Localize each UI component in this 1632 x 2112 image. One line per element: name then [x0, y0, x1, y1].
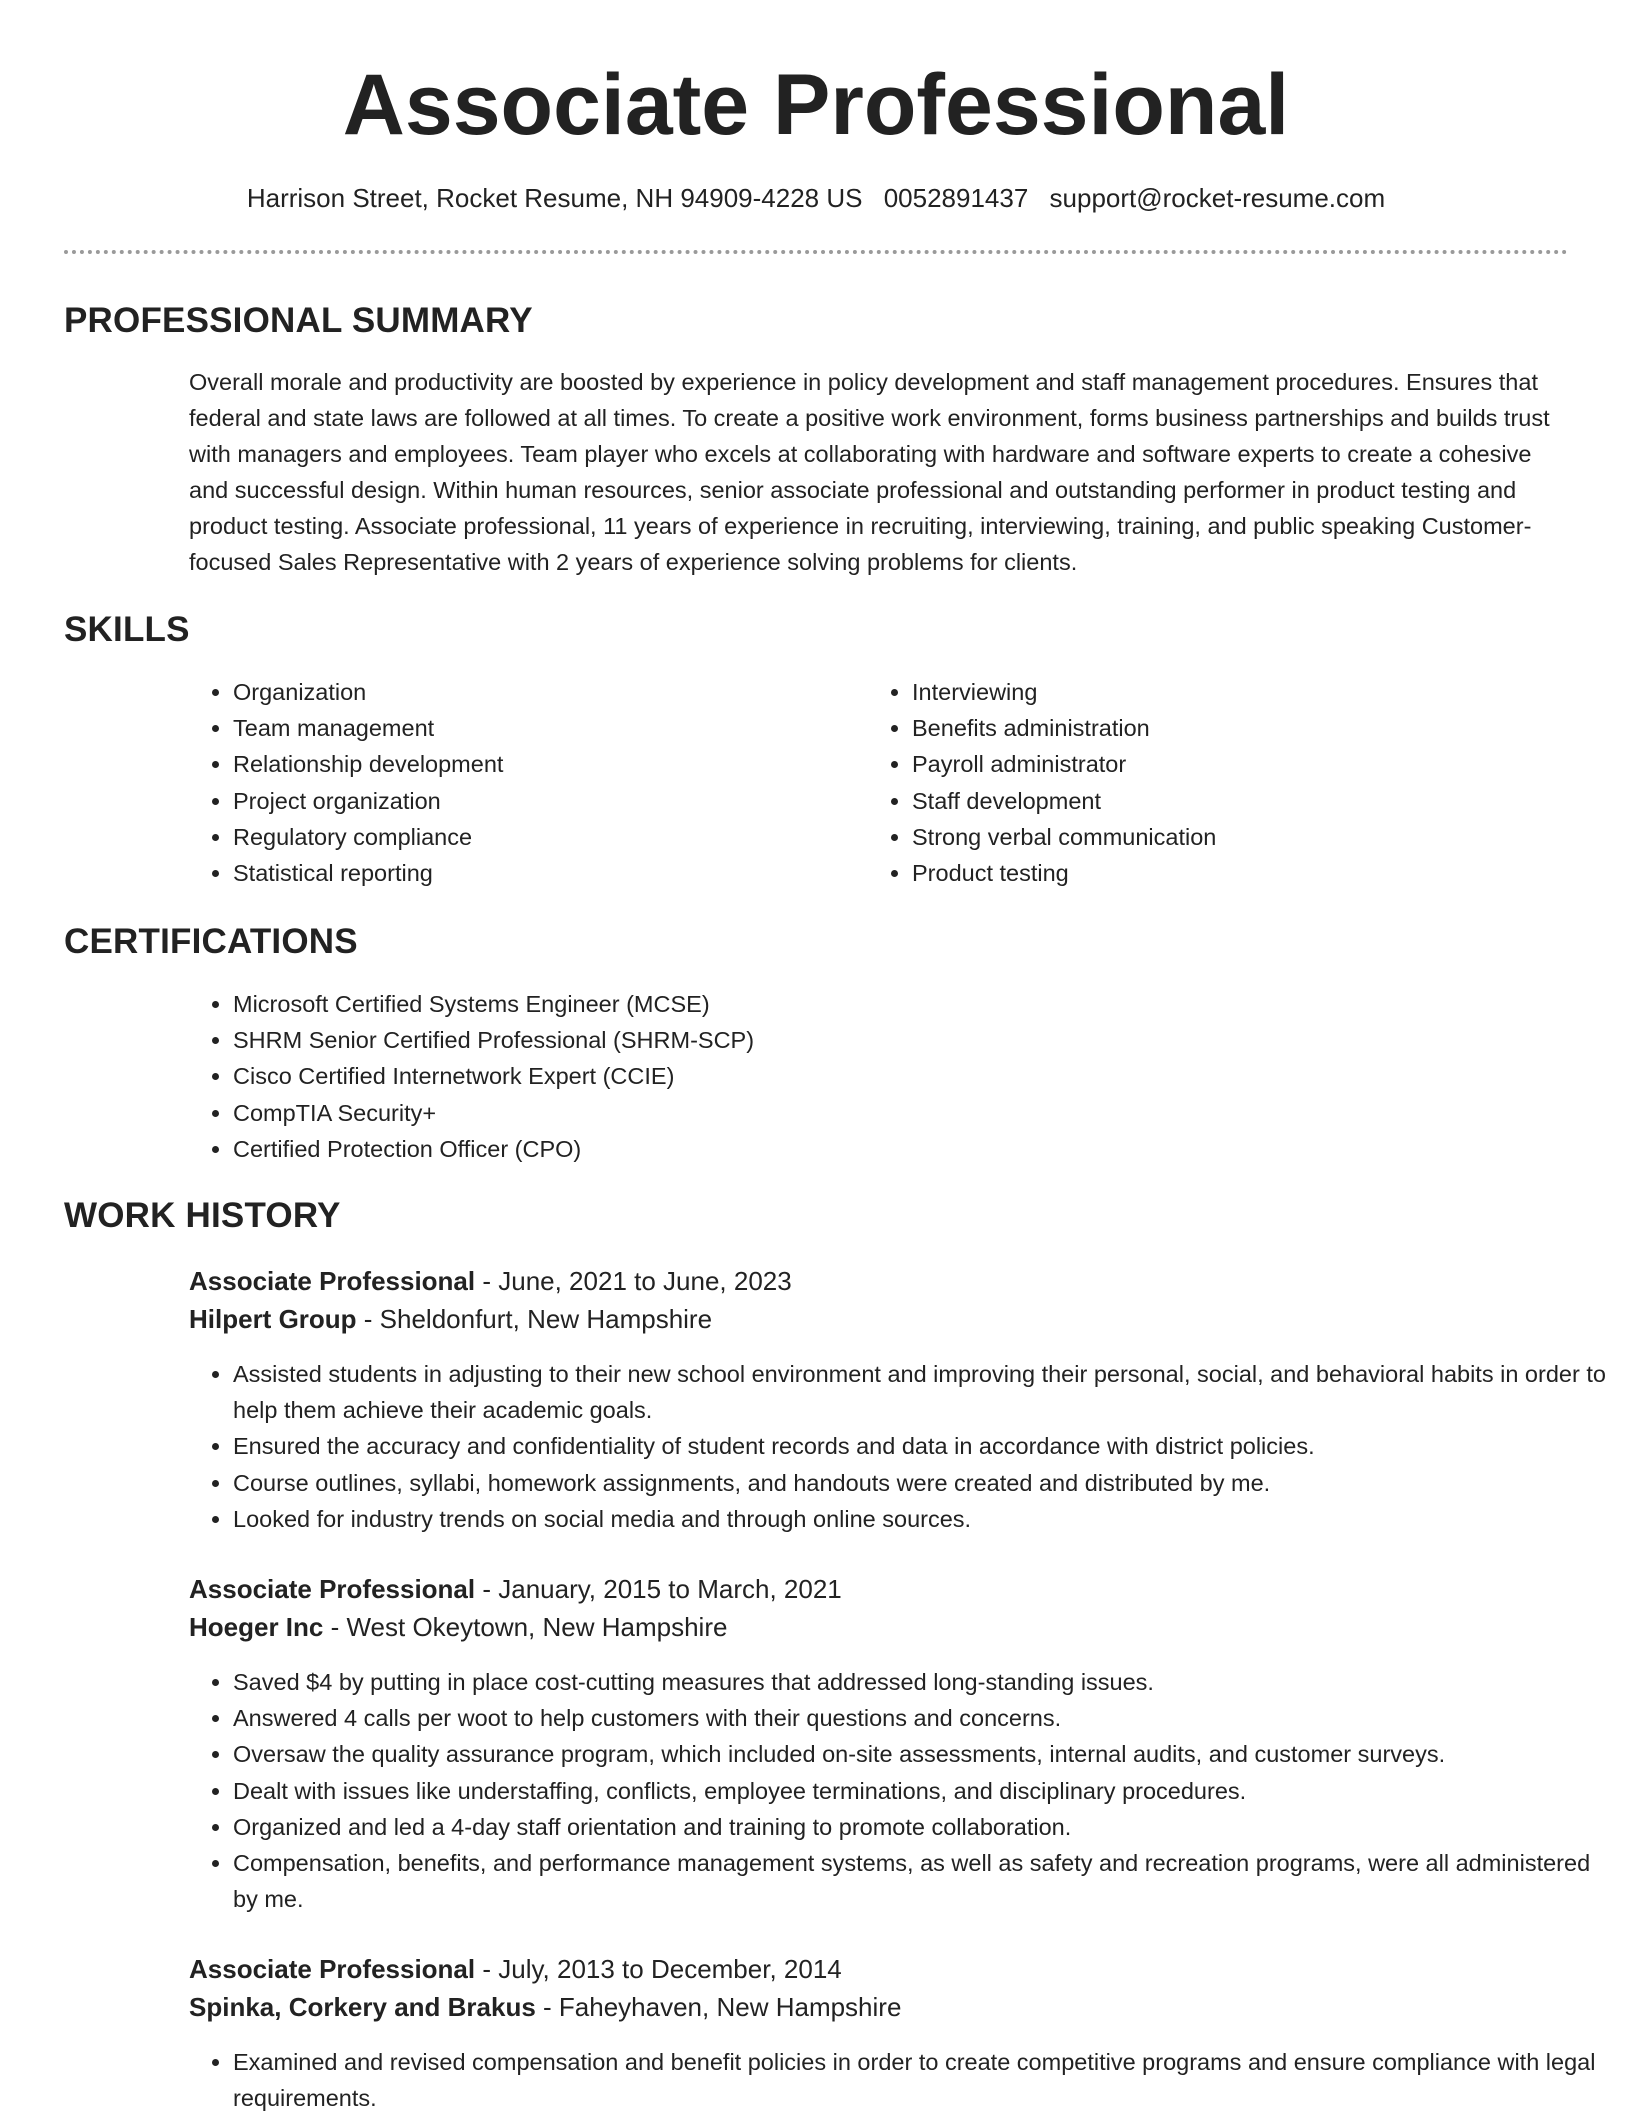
candidate-name: Associate Professional — [342, 57, 1290, 153]
job-dates: - January, 2015 to March, 2021 — [475, 1574, 842, 1604]
certification-item: • Microsoft Certified Systems Engineer (MCSE) — [233, 986, 1433, 1022]
summary-text: Overall morale and productivity are boosted by experience in policy development and staff management procedures. Ensures that federal and state laws are followed at all times. To create a positive work environment, forms business partnerships and builds trust with managers and employees. Team player who excels at collaborating with hardware and software experts to create a cohesive and successful design. Within human resources, senior associate professional and outstanding performer in product testing and product testing. Associate professional, 11 years of experience in recruiting, interviewing, training, and public speaking Customer-focused Sales Representative with 2 years of experience solving problems for clients. — [189, 369, 1550, 575]
skill-item: • Payroll administrator — [912, 746, 1562, 782]
job-bullet: • Oversaw the quality assurance program, which included on-site assessments, internal audits, and customer surveys. — [233, 1736, 1613, 1772]
skill-item: • Organization — [233, 674, 833, 710]
header-divider — [64, 250, 1568, 254]
job-company: Spinka, Corkery and Brakus — [189, 1992, 536, 2022]
certifications-list — [189, 986, 1433, 1167]
job-bullet: • Looked for industry trends on social media and through online sources. — [233, 1501, 1613, 1537]
job-role: Associate Professional — [189, 1574, 476, 1604]
contact-line — [0, 180, 1632, 216]
skills-list-right — [868, 674, 1562, 891]
job-bullets — [189, 1356, 1613, 1537]
job-bullets — [189, 1664, 1613, 1917]
contact-address: Harrison Street, Rocket Resume, NH 94909-4228 US — [246, 183, 863, 213]
job-title-line — [189, 1570, 842, 1608]
job-company: Hilpert Group — [189, 1304, 357, 1334]
job-role: Associate Professional — [189, 1266, 476, 1296]
job-company: Hoeger Inc — [189, 1612, 324, 1642]
job-bullet: • Course outlines, syllabi, homework assignments, and handouts were created and distributed by me. — [233, 1465, 1613, 1501]
job-bullet: • Organized and led a 4-day staff orientation and training to promote collaboration. — [233, 1809, 1613, 1845]
skill-item: • Statistical reporting — [233, 855, 833, 891]
skill-item: • Regulatory compliance — [233, 819, 833, 855]
skill-item: • Staff development — [912, 783, 1562, 819]
skill-item: • Strong verbal communication — [912, 819, 1562, 855]
job-location: - West Okeytown, New Hampshire — [323, 1612, 728, 1642]
skills-list-left — [189, 674, 833, 891]
skill-item: • Project organization — [233, 783, 833, 819]
job-location: - Sheldonfurt, New Hampshire — [356, 1304, 713, 1334]
skill-item: • Relationship development — [233, 746, 833, 782]
skills-heading: SKILLS — [64, 610, 190, 649]
job-bullet: • Ensured the accuracy and confidentiality of student records and data in accordance with district policies. — [233, 1428, 1613, 1464]
job-bullet: • Examined and revised compensation and benefit policies in order to create competitive programs and ensure compliance with legal requirements. — [233, 2044, 1613, 2112]
contact-email: support@rocket-resume.com — [1049, 183, 1386, 213]
job-role: Associate Professional — [189, 1954, 476, 1984]
skill-item: • Product testing — [912, 855, 1562, 891]
job-dates: - June, 2021 to June, 2023 — [475, 1266, 792, 1296]
job-bullet: • Dealt with issues like understaffing, conflicts, employee terminations, and disciplinary procedures. — [233, 1773, 1613, 1809]
skill-item: • Benefits administration — [912, 710, 1562, 746]
job-bullet: • Assisted students in adjusting to their new school environment and improving their personal, social, and behavioral habits in order to help them achieve their academic goals. — [233, 1356, 1613, 1428]
certification-item: • SHRM Senior Certified Professional (SHRM-SCP) — [233, 1022, 1433, 1058]
job-location: - Faheyhaven, New Hampshire — [535, 1992, 902, 2022]
skill-item: • Team management — [233, 710, 833, 746]
certification-item: • Certified Protection Officer (CPO) — [233, 1131, 1433, 1167]
job-title-line — [189, 1950, 842, 1988]
job-bullet: • Compensation, benefits, and performance management systems, as well as safety and recreation programs, were all administered by me. — [233, 1845, 1613, 1917]
contact-phone: 0052891437 — [883, 183, 1029, 213]
certification-item: • CompTIA Security+ — [233, 1095, 1433, 1131]
job-dates: - July, 2013 to December, 2014 — [475, 1954, 842, 1984]
job-bullet: • Saved $4 by putting in place cost-cutting measures that addressed long-standing issues. — [233, 1664, 1613, 1700]
summary-heading: PROFESSIONAL SUMMARY — [64, 301, 533, 340]
job-company-line — [189, 1988, 901, 2026]
job-company-line — [189, 1608, 727, 1646]
job-bullets — [189, 2044, 1613, 2112]
work-history-heading: WORK HISTORY — [64, 1196, 341, 1235]
job-title-line — [189, 1262, 792, 1300]
job-company-line — [189, 1300, 712, 1338]
job-bullet: • Answered 4 calls per woot to help customers with their questions and concerns. — [233, 1700, 1613, 1736]
certification-item: • Cisco Certified Internetwork Expert (CCIE) — [233, 1058, 1433, 1094]
certifications-heading: CERTIFICATIONS — [64, 922, 358, 961]
skill-item: • Interviewing — [912, 674, 1562, 710]
